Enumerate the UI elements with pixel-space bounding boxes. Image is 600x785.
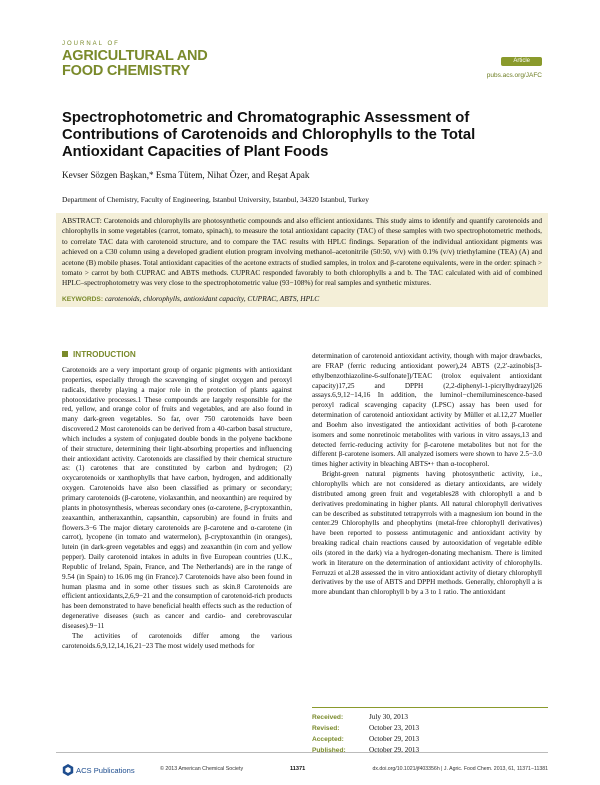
history-label: Published: xyxy=(312,747,346,754)
history-label: Accepted: xyxy=(312,736,344,743)
paragraph: Bright-green natural pigments having photosynthetic activity, i.e., chlorophylls which are not considered as dietary antioxidants, are widely distributed among green fruit and vegetables28 with chlorophyll a and b derivatives predominating in higher plants. All natural chlorophyll derivatives can be described as substituted tetrapyrrols with a magnesium ion bound in the center.29 Chlorophylls and pheophytins (metal-free chlorophyll derivatives) have been reported to possess antimutagenic and antioxidant activity by breaking radical chain reactions caused by autooxidation of vegetable edible oils (stored in the dark) via a hydrogen-donating mechanism. There is limited work in literature on the determination of antioxidant activity of chlorophylls. Ferruzzi et al.28 assessed the in vitro antioxidant activity of dietary chlorophyll derivatives by the use of ABTS and DPPH methods. Generally, chlorophyll a is more abundant than chlorophyll b by a 3 to 1 ratio. The antioxidant xyxy=(312,470,542,597)
history-row xyxy=(312,723,548,734)
section-heading-text: INTRODUCTION xyxy=(73,350,136,359)
keywords-label: KEYWORDS: xyxy=(62,296,104,303)
left-column xyxy=(62,366,292,651)
author-list: Kevser Sözgen Başkan,* Esma Tütem, Nihat Özer, and Reşat Apak xyxy=(62,170,310,180)
history-row xyxy=(312,712,548,723)
copyright-notice: © 2013 American Chemical Society xyxy=(160,766,244,772)
right-column xyxy=(312,352,542,598)
footer-divider xyxy=(56,752,548,753)
section-heading xyxy=(62,350,136,359)
article-history xyxy=(312,707,548,756)
history-label: Revised: xyxy=(312,725,340,732)
section-square-icon xyxy=(62,351,68,357)
article-type-badge: Article xyxy=(501,57,542,66)
paragraph: Carotenoids are a very important group of organic pigments with antioxidant properties, especially through the scavenging of singlet oxygen and peroxyl radicals, thereby playing a major role in the protection of plants against photooxidative processes.1 These compounds are largely responsible for the red, yellow, and orange color of fruits and vegetables, and are also found in many dark-green vegetables. So far, over 750 carotenoids have been discovered.2 Most carotenoids can be derived from a 40-carbon basal structure, which includes a system of conjugated double bonds in the polyene backbone of their structure, determining their light-absorbing properties and influencing their antioxidant activity. Carotenoids are classified by their chemical structure as: (1) carotenes that are constituted by carbon and hydrogen; (2) oxycarotenoids or xanthophylls that have carbon, hydrogen, and additionally oxygen. Carotenoids have also been classified as primary or secondary; primary carotenoids (β-carotene, violaxanthin, and neoxanthin) are required by plants in photosynthesis, whereas secondary ones (α-carotene, β-cryptoxanthin, zeaxanthin, antheraxanthin, capsanthin, capsorubin) are found in fruits and flowers.3−6 The major dietary carotenoids are β-carotene and α-carotene (in carrot), lycopene (in tomato and watermelon), β-cryptoxanthin (in oranges), lutein (in dark-green vegetables and eggs) and zeaxanthin (in corn and yellow pepper). Daily carotenoid intakes in adults in five European countries (U.K., Republic of Ireland, Spain, France, and The Netherlands) are in the range of 9.54 (in Spain) to 16.06 mg (in France).7 Carotenoids have also been found in human plasma and in some other tissues such as skin.8 Carotenoids are efficient antioxidants,2,6,9−21 and the consumption of carotenoid-rich products has been demonstrated to have beneficial health effects such as the reduction of degenerative diseases (such as cancer and cardio- and cerebrovascular diseases).9−11 xyxy=(62,366,292,630)
abstract-text: ABSTRACT: Carotenoids and chlorophylls are photosynthetic compounds and also efficient antioxidants. This study aims to identify and quantify carotenoids and chlorophylls in some vegetables (carrot, tomato, spinach), to measure the total antioxidant capacity (TAC) of these samples with two spectrophotometric methods, to correlate TAC data with carotenoid structure, and to compare the TAC results with HPLC findings. Separation of the individual antioxidant pigments was achieved on a C30 column using a developed gradient elution program involving methanol–acetonitrile (50:50, v/v) with 0.1% (v/v) triethylamine (TEA) (A) and acetone (B) mobile phases. Total antioxidant capacities of the acetone extracts of studied samples, in trolox and β-carotene equivalents, were in the order: spinach > tomato > carrot by both CUPRAC and ABTS methods. CUPRAC responded favorably to both chlorophylls a and b. The TAC calculated with aid of combined HPLC–spectrophotometry was very close to the spectrophotometric value (93−108%) for real samples and synthetic mixtures. xyxy=(62,216,542,288)
publisher-logo[interactable] xyxy=(62,764,135,776)
history-row xyxy=(312,734,548,745)
keywords-line xyxy=(62,294,319,303)
journal-title-line1: AGRICULTURAL AND xyxy=(62,48,208,64)
history-date: July 30, 2013 xyxy=(369,713,408,721)
history-date: October 23, 2013 xyxy=(369,724,420,732)
journal-title-line2: FOOD CHEMISTRY xyxy=(62,63,190,79)
acs-hexagon-icon xyxy=(62,764,74,776)
page-number: 11371 xyxy=(290,766,306,772)
history-row xyxy=(312,745,548,756)
publisher-name: ACS Publications xyxy=(76,766,135,775)
journal-url-link[interactable]: pubs.acs.org/JAFC xyxy=(486,72,542,79)
paragraph: determination of carotenoid antioxidant activity, though with major drawbacks, are FRAP (ferric reducing antioxidant power),24 ABTS (2,2′-azinobis[3-ethylbenzothiazoline-6-sulfonate])/TEAC (trolox equivalent antioxidant capacity)17,25 and DPPH (2,2-diphenyl-1-picrylhydrazyl)26 assays.6,9,12−14,16 In addition, the luminol−chemiluminescence-based peroxyl radical scavenging capacity (LPSC) assay has been used for determination of carotenoid antioxidant activity by Müller et al.12,27 Mueller and Boehm also investigated the antioxidant activities of both β-carotene isomers and some nonretinoic metabolites with various in vitro assays,13 and detected ferric-reducing activity for β-carotene metabolites but not for the different β-carotene isomers. All analyzed isomers were shown to have 2.5−3.0 times higher activity in bleaching ABTS•+ than α-tocopherol. xyxy=(312,352,542,469)
history-date: October 29, 2013 xyxy=(369,735,420,743)
journal-kicker: JOURNAL OF xyxy=(62,41,120,47)
keywords-text: carotenoids, chlorophylls, antioxidant capacity, CUPRAC, ABTS, HPLC xyxy=(104,294,320,303)
history-label: Received: xyxy=(312,714,344,721)
history-date: October 29, 2013 xyxy=(369,746,420,754)
journal-title xyxy=(62,49,208,79)
doi-citation[interactable]: dx.doi.org/10.1021/jf403356h | J. Agric. Food Chem. 2013, 61, 11371−11381 xyxy=(372,766,548,772)
paper-title: Spectrophotometric and Chromatographic Assessment of Contributions of Carotenoids and Chlorophylls to the Total Antioxidant Capacities of Plant Foods xyxy=(62,110,476,160)
affiliation: Department of Chemistry, Faculty of Engineering, Istanbul University, Istanbul, 34320 Istanbul, Turkey xyxy=(62,195,369,204)
paragraph: The activities of carotenoids differ among the various carotenoids.6,9,12,14,16,21−23 The most widely used methods for xyxy=(62,631,292,650)
